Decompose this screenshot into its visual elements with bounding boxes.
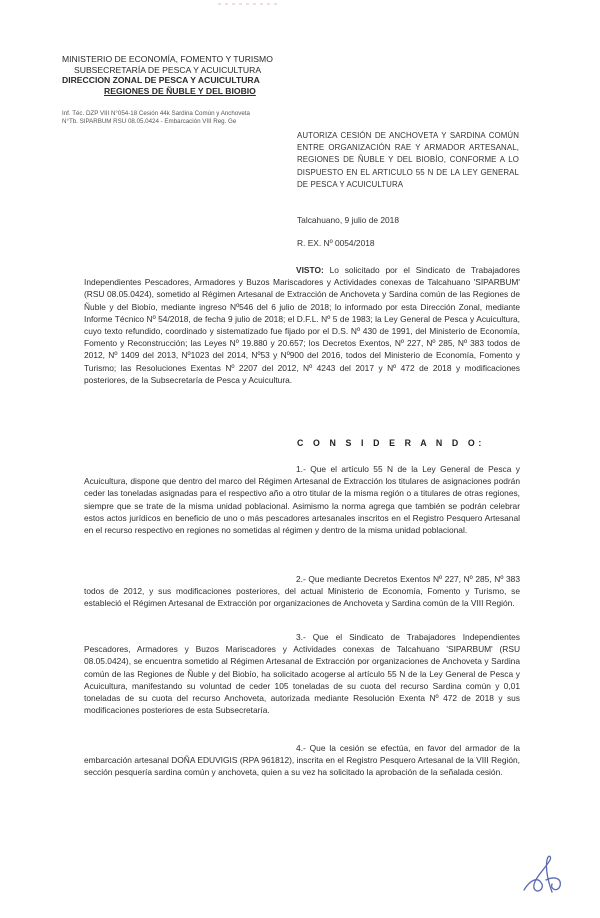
visto-label: VISTO: [296,265,324,275]
place-date: Talcahuano, 9 julio de 2018 [297,215,399,225]
resolution-number: R. EX. Nº 0054/2018 [297,238,375,248]
visto-section [84,264,520,386]
subsecretaria-name: SUBSECRETARÍA DE PESCA Y ACUICULTURA [74,64,262,75]
considerando-4 [84,742,520,779]
ministry-header [62,54,322,96]
considerando-3-text: 3.- Que el Sindicato de Trabajadores Independientes Pescadores, Armadores y Buzos Mariscadores y Actividades conexas de Talcahuano 'SIPARBUM' (RSU 08.05.0424), se encuentra sometido al Régimen Artesanal de Extracción por organizaciones de Anchoveta y Sardina común de las Regiones de Ñuble y del Biobío, ha solicitado acogerse al artículo 55 N de la Ley General de Pesca y Acuicultura, manifestando su voluntad de ceder 105 toneladas de su cuota del recurso Sardina común y 0,01 toneladas de su cuota del recurso Anchoveta, autorizada mediante Resolución Exenta Nº 472 de 2018 y sus modificaciones posteriores de esta Subsecretaría. [84,632,520,716]
reference-line-2: N°Tb. SIPARBUM RSU 08.05.0424 - Embarcación VIII Reg. Ge [62,118,237,125]
reference-lines [62,110,250,126]
resolution-subject: AUTORIZA CESIÓN DE ANCHOVETA Y SARDINA COMÚN ENTRE ORGANIZACIÓN RAE Y ARMADOR ARTESANAL, REGIONES DE ÑUBLE Y DEL BIOBÍO, CONFORME A LO DISPUESTO EN EL ARTICULO 55 N DE LA LEY GENERAL DE PESCA Y ACUICULTURA [297,131,519,189]
regions-name: REGIONES DE ÑUBLE Y DEL BIOBIO [104,85,256,96]
scan-mark [218,2,278,6]
considerando-2 [84,573,520,610]
considerando-3 [84,631,520,716]
considerando-2-text: 2.- Que mediante Decretos Exentos Nº 227, Nº 285, Nº 383 todos de 2012, y sus modificaciones posteriores, del actual Ministerio de Economía, Fomento y Turismo, se estableció el Régimen Artesanal de Extracción por organizaciones de Anchoveta y Sardina común de la VIII Región. [84,574,520,609]
visto-text: Lo solicitado por el Sindicato de Trabajadores Independientes Pescadores, Armadores y Buzos Mariscadores y Actividades conexas de Talcahuano 'SIPARBUM' (RSU 08.05.0424), sometido al Régimen Artesanal de Extracción de Anchoveta y Sardina común de las Regiones de Ñuble y del Biobío, mediante ingreso Nº546 del 6 julio de 2018; lo informado por esta Dirección Zonal, mediante Informe Técnico Nº 54/2018, de fecha 9 julio de 2018; el D.F.L. Nº 5 de 1983; la Ley General de Pesca y Acuicultura, cuyo texto refundido, coordinado y sistematizado fue fijado por el D.S. Nº 430 de 1991, del Ministerio de Economía, Fomento y Reconstrucción; las Leyes Nº 19.880 y 20.657; los Decretos Exentos, Nº 227, Nº 285, Nº 383 todos de 2012, Nº 1409 del 2013, Nº1023 del 2014, Nº53 y Nº900 del 2016, todos del Ministerio de Economía, Fomento y Turismo; las Resoluciones Exentas Nº 2207 del 2012, Nº 4243 del 2017 y Nº 472 de 2018 y modificaciones posteriores, de la Subsecretaría de Pesca y Acuicultura. [84,265,520,385]
direccion-zonal-name: DIRECCION ZONAL DE PESCA Y ACUICULTURA [62,75,260,85]
signature-initials [516,850,576,900]
considerando-4-text: 4.- Que la cesión se efectúa, en favor del armador de la embarcación artesanal DOÑA EDUVIGIS (RPA 961812), inscrita en el Registro Pesquero Artesanal de la VIII Región, sección pesquería sardina común y anchoveta, quien a su vez ha solicitado la aprobación de la señalada cesión. [84,743,520,778]
considerando-title: C O N S I D E R A N D O: [297,438,485,448]
ministry-name: MINISTERIO DE ECONOMÍA, FOMENTO Y TURISMO [62,54,273,64]
considerando-1 [84,463,520,536]
considerando-1-text: 1.- Que el artículo 55 N de la Ley General de Pesca y Acuicultura, dispone que dentro del marco del Régimen Artesanal de Extracción los titulares de asignaciones podrán ceder las toneladas asignadas para el respectivo año a otro titular de la misma región o a titulares de otras regiones, siempre que se trate de la misma unidad poblacional. Asimismo la norma agrega que también se podrán celebrar estos actos jurídicos en beneficio de uno o más pescadores artesanales inscritos en el Registro Pesquero Artesanal en el recurso respectivo en regiones no sometidas al régimen y dentro de la misma unidad poblacional. [84,464,520,536]
reference-line-1: Inf. Téc. DZP VIII N°054-18 Cesión 44k Sardina Común y Anchoveta [62,110,250,117]
